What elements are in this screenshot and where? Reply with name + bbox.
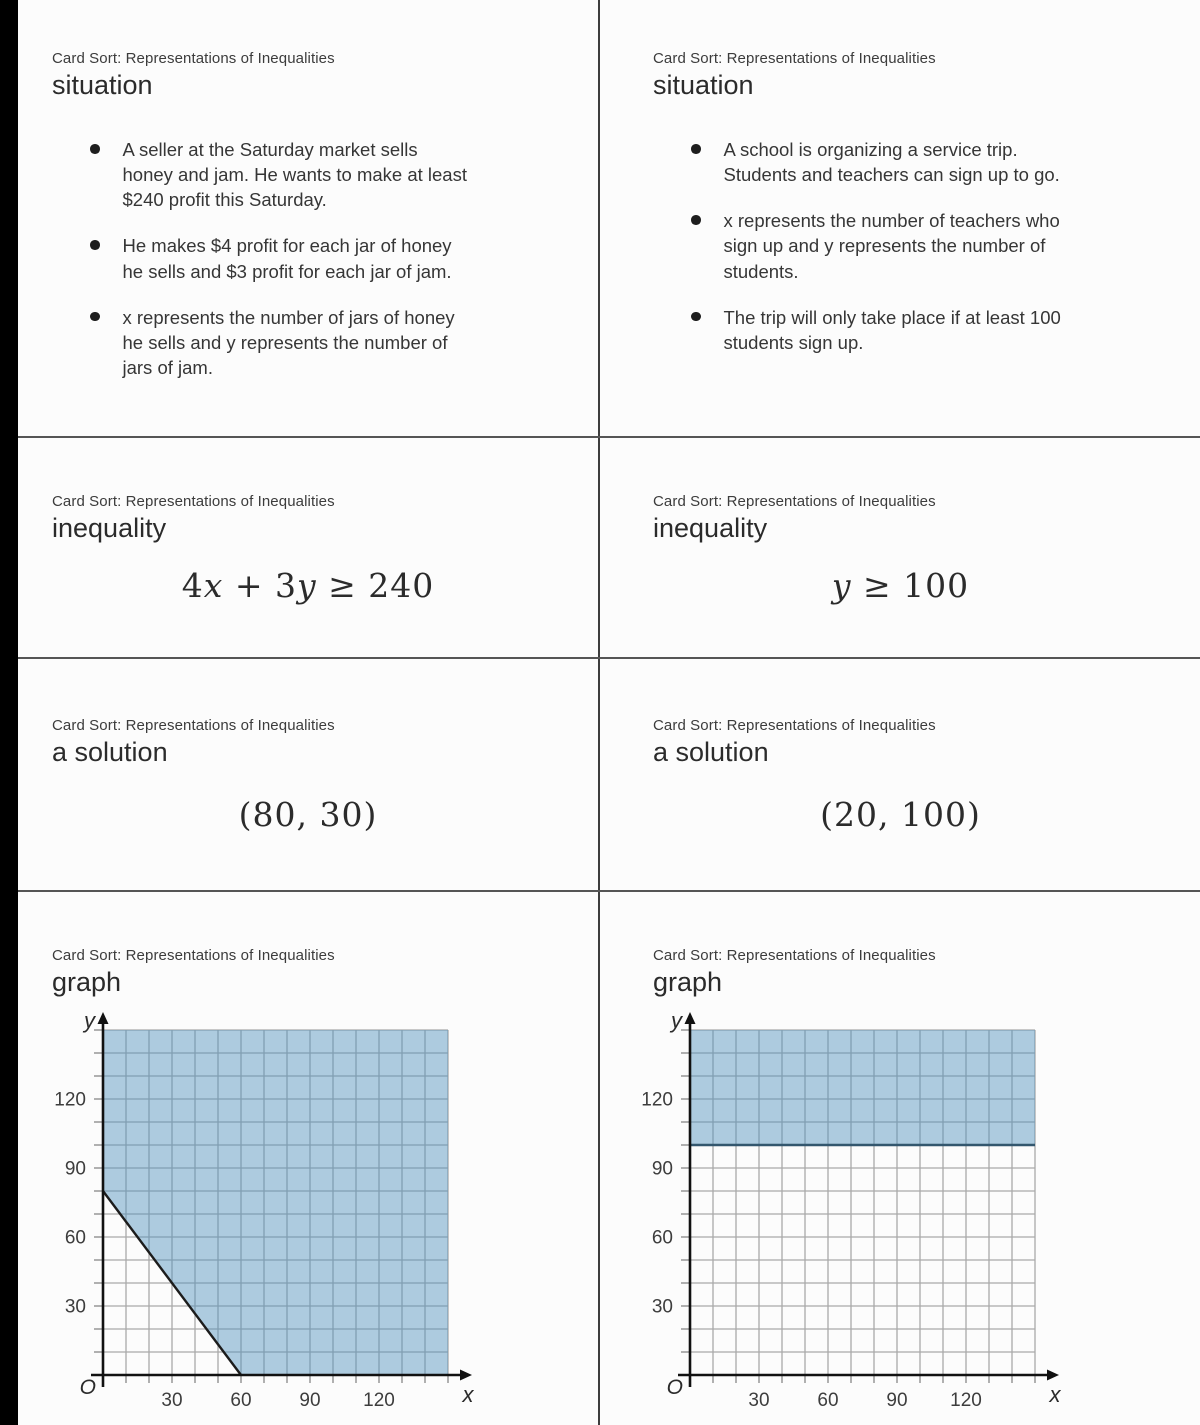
svg-text:x: x [462,1382,474,1407]
card-subtitle: graph [653,967,723,997]
inequality-expression: 4x + 3y ≥ 240 [181,566,435,605]
bullet-item [691,305,1200,355]
card-inequality-right[interactable] [601,438,1200,657]
card-solution-left[interactable] [18,659,598,890]
svg-text:90: 90 [64,1158,86,1180]
card-header: Card Sort: Representations of Inequalities [52,717,335,734]
svg-text:y: y [84,1008,95,1033]
solution-point: (20, 100) [820,795,981,834]
bullet-text: The trip will only take place if at least 100 students sign up. [723,306,1061,353]
bullet-icon [691,144,701,154]
card-header: Card Sort: Representations of Inequalities [653,493,936,510]
card-subtitle: situation [653,70,754,100]
bullet-item [90,137,598,212]
card-graph-right[interactable] [601,892,1200,1425]
inequality-graph-plot [605,1004,1165,1425]
card-subtitle: inequality [653,513,768,543]
svg-text:120: 120 [54,1089,86,1111]
card-header: Card Sort: Representations of Inequalities [653,717,936,734]
svg-text:90: 90 [299,1390,321,1411]
card-subtitle: inequality [52,513,167,543]
bullet-item [691,208,1200,283]
bullet-list [691,137,1200,355]
card-solution-right[interactable] [601,659,1200,890]
bullet-text: A school is organizing a service trip. Students and teachers can sign up to go. [723,139,1060,186]
svg-text:30: 30 [651,1296,673,1318]
svg-text:y: y [671,1008,682,1033]
bullet-item [90,233,598,283]
bullet-text: A seller at the Saturday market sells honey and jam. He wants to make at least $240 profit this Saturday. [122,139,467,211]
card-header: Card Sort: Representations of Inequalities [653,50,936,67]
svg-text:120: 120 [641,1089,673,1111]
card-inequality-left[interactable] [18,438,598,657]
svg-text:60: 60 [651,1227,673,1249]
card-subtitle: a solution [653,737,769,767]
svg-text:60: 60 [64,1227,86,1249]
bullet-text: He makes $4 profit for each jar of honey he sells and $3 profit for each jar of jam. [122,235,452,282]
bullet-item [90,305,598,380]
bullet-text: x represents the number of teachers who sign up and y represents the number of students. [723,210,1060,282]
page-left-edge [0,0,18,1425]
bullet-list [90,137,598,380]
bullet-icon [691,312,701,322]
svg-text:30: 30 [64,1296,86,1318]
svg-text:x: x [1049,1382,1061,1407]
bullet-icon [691,215,701,225]
svg-text:120: 120 [950,1390,982,1411]
card-situation-right[interactable] [601,0,1200,436]
svg-text:90: 90 [886,1390,908,1411]
bullet-item [691,137,1200,187]
svg-text:120: 120 [363,1390,395,1411]
card-subtitle: situation [52,70,153,100]
svg-text:O: O [79,1376,96,1399]
inequality-graph-plot [18,1004,578,1425]
svg-text:60: 60 [817,1390,839,1411]
svg-text:30: 30 [161,1390,183,1411]
solution-point: (80, 30) [238,795,378,834]
svg-text:30: 30 [748,1390,770,1411]
svg-text:O: O [666,1376,683,1399]
bullet-icon [90,312,100,322]
card-header: Card Sort: Representations of Inequalities [653,947,936,964]
card-header: Card Sort: Representations of Inequalities [52,493,335,510]
svg-text:90: 90 [651,1158,673,1180]
card-header: Card Sort: Representations of Inequalities [52,947,335,964]
card-header: Card Sort: Representations of Inequalities [52,50,335,67]
card-situation-left[interactable] [18,0,598,436]
card-graph-left[interactable] [18,892,598,1425]
inequality-expression: y ≥ 100 [831,566,970,605]
bullet-text: x represents the number of jars of honey he sells and y represents the number of jars of jam. [122,306,455,379]
bullet-icon [90,144,100,154]
card-subtitle: graph [52,967,122,997]
column-divider [598,0,600,1425]
svg-text:60: 60 [230,1390,252,1411]
bullet-icon [90,240,100,250]
card-subtitle: a solution [52,737,168,767]
